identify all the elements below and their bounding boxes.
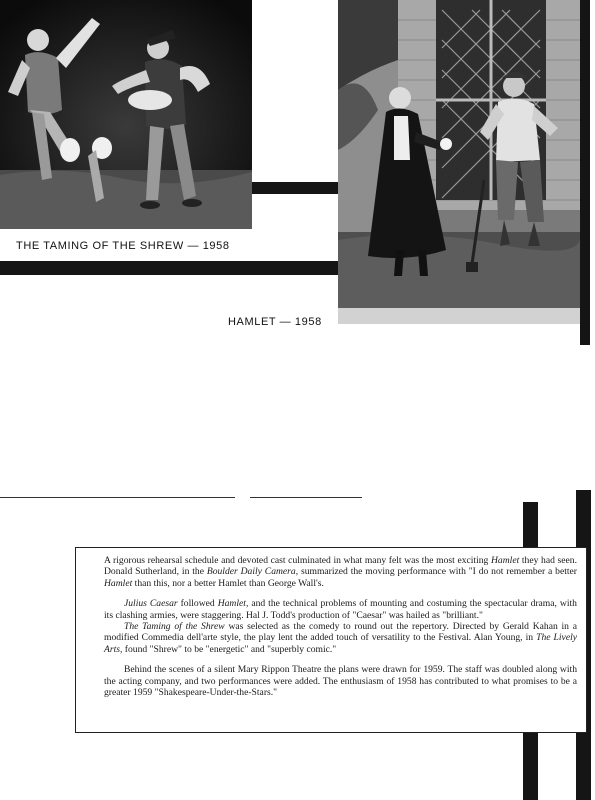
- caption-hamlet: HAMLET — 1958: [228, 316, 322, 328]
- hamlet-photo-illustration: [338, 0, 580, 308]
- paragraph-3: The Taming of the Shrew was selected as the comedy to round out the repertory. Directed by Gerald Kahan in a modified Commedia dell'arte style, the play lent the added touch of versatility to the Festival. Alan Young, in The Lively Arts, found "Shrew" to be "energetic" and "superbly comic.": [104, 621, 577, 655]
- bar-under-shrew: [0, 261, 338, 275]
- paragraph-4: Behind the scenes of a silent Mary Rippon Theatre the plans were drawn for 1959. The staff was doubled along with the acting company, and two performances were added. The enthusiasm of 1958 has contributed to what promises to be a greater 1959 "Shakespeare-Under-the-Stars.": [104, 664, 577, 699]
- hamlet-photo: [338, 0, 580, 308]
- bar-hamlet-bottom: [338, 308, 580, 324]
- paragraph-2: Julius Caesar followed Hamlet, and the technical problems of mounting and costuming the spectacular drama, with its clashing armies, were staggering. Hal J. Todd's production of "Caesar" was hailed as "brilliant.": [104, 598, 577, 621]
- bar-beside-shrew: [252, 182, 338, 194]
- shrew-photo-illustration: [0, 0, 252, 229]
- bar-hamlet-right-edge: [580, 0, 590, 345]
- divider-rule-right: [250, 497, 362, 498]
- shrew-photo: [0, 0, 252, 229]
- article-text-box: [75, 547, 587, 733]
- paragraph-1: A rigorous rehearsal schedule and devoted cast culminated in what many felt was the most exciting Hamlet they had seen. Donald Sutherland, in the Boulder Daily Camera, summarized the moving performance with "I do not remember a better Hamlet than this, nor a better Hamlet than George Wall's.: [104, 555, 577, 589]
- divider-rule-left: [0, 497, 235, 498]
- caption-shrew: THE TAMING OF THE SHREW — 1958: [16, 240, 230, 252]
